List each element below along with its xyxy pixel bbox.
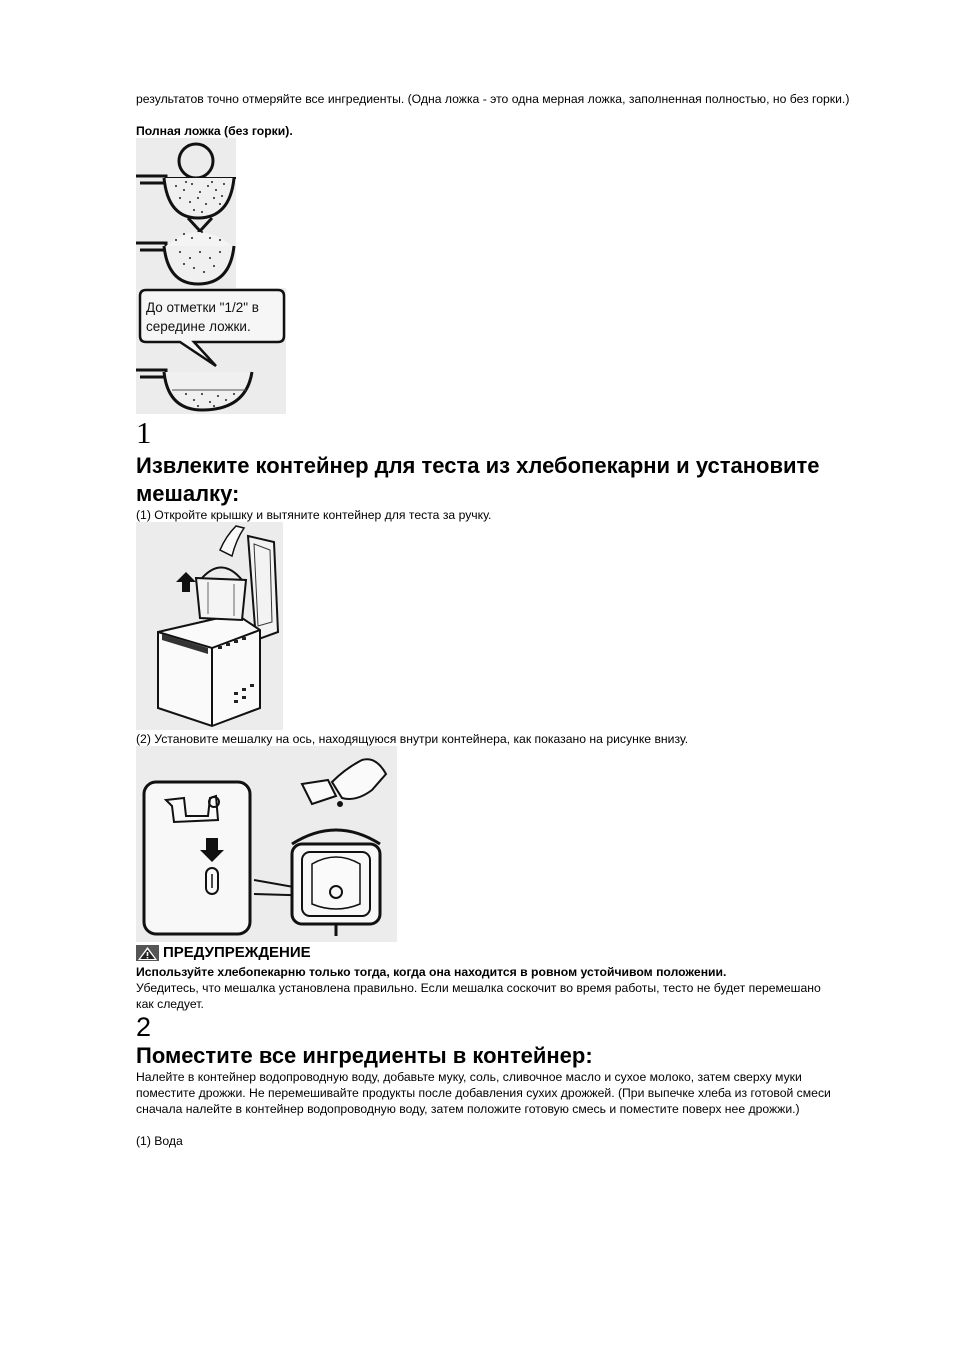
callout-line-1: До отметки "1/2" в (146, 300, 259, 315)
shaft-icon (206, 868, 218, 894)
container-top-view-icon (292, 830, 380, 936)
spoon-illustration (136, 138, 286, 414)
step-heading: Поместите все ингредиенты в контейнер: (136, 1043, 593, 1068)
warning-icon (136, 945, 159, 961)
warning-title (136, 944, 311, 961)
warning-title-text: ПРЕДУПРЕЖДЕНИЕ (163, 944, 311, 961)
step-sub-instruction: (2) Установите мешалку на ось, находящуюся внутри контейнера, как показано на рисунке внизу. (136, 732, 689, 746)
kneading-blade-illustration (136, 746, 397, 942)
step-sub-instruction: (1) Откройте крышку и вытяните контейнер для теста за ручку. (136, 508, 492, 522)
step-number: 1 (136, 415, 152, 450)
step-heading: Извлеките контейнер для теста из хлебопекарни и установите мешалку: (136, 453, 820, 506)
callout-line-2: середине ложки. (146, 319, 251, 334)
step-text: Налейте в контейнер водопроводную воду, добавьте муку, соль, сливочное масло и сухое молоко, затем сверху муки поместите дрожжи. Не перемешивайте продукты после добавления сухих дрожжей. (При выпечке хлеба из готовой смеси сначала налейте в контейнер водопроводную воду, затем положите готовую смесь и поместите поверх нее дрожжи.) (136, 1070, 831, 1116)
intro-text: результатов точно отмеряйте все ингредиенты. (Одна ложка - это одна мерная ложка, заполненная полностью, но без горки.) (136, 92, 850, 106)
step-number: 2 (136, 1012, 152, 1042)
step-sub-instruction: (1) Вода (136, 1134, 183, 1148)
bread-maker-illustration (136, 522, 283, 730)
full-spoon-label: Полная ложка (без горки). (136, 124, 293, 138)
warning-text: Убедитесь, что мешалка установлена правильно. Если мешалка соскочит во время работы, тесто не будет перемешано как следует. (136, 981, 821, 1011)
warning-bold-text: Используйте хлебопекарню только тогда, когда она находится в ровном устойчивом положении. (136, 965, 727, 979)
